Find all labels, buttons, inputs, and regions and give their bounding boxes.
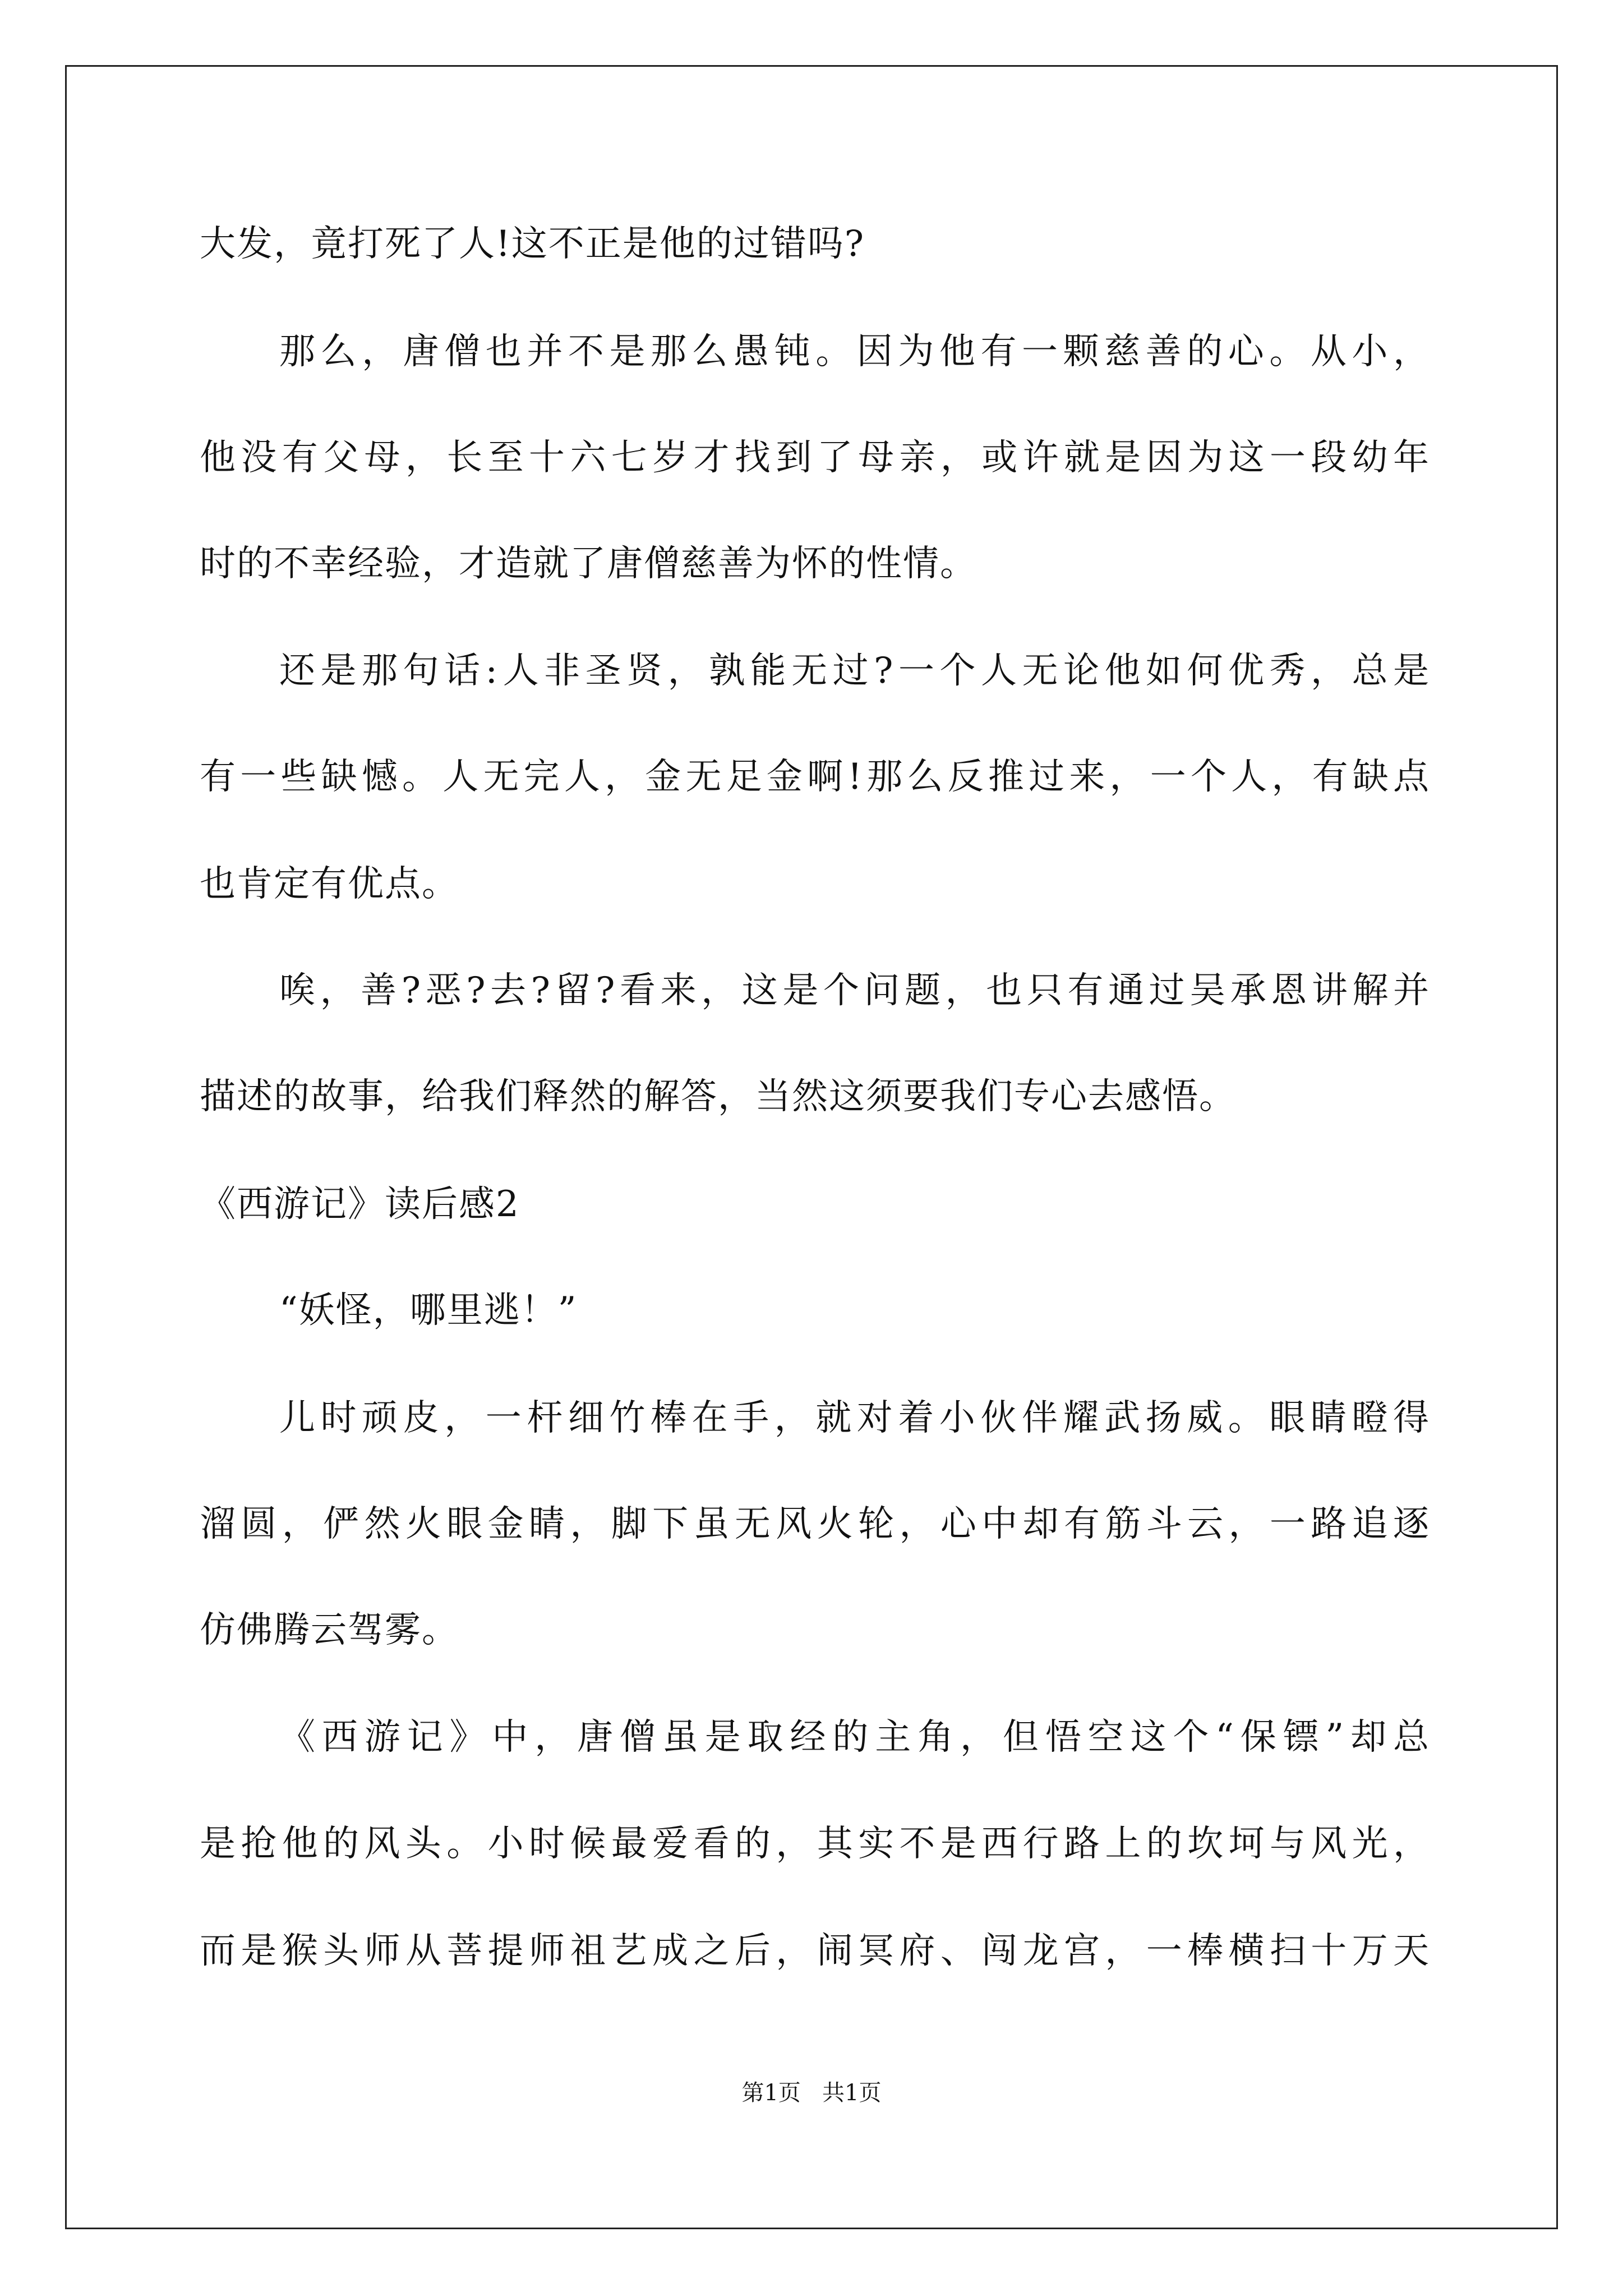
text-line: 溜圆，俨然火眼金睛，脚下虽无风火轮，心中却有筋斗云，一路追逐	[200, 1503, 1430, 1545]
text-line: 是抢他的风头。小时候最爱看的，其实不是西行路上的坎坷与风光，	[200, 1823, 1430, 1865]
paragraph-first-line: 那么，唐僧也并不是那么愚钝。因为他有一颗慈善的心。从小，	[279, 331, 1430, 372]
paragraph-first-line: 儿时顽皮，一杆细竹棒在手，就对着小伙伴耀武扬威。眼睛瞪得	[279, 1397, 1430, 1439]
page-footer: 第1页 共1页	[741, 2080, 882, 2106]
text-line: 描述的故事，给我们释然的解答，当然这须要我们专心去感悟。	[200, 1076, 1236, 1117]
text-line: 大发，竟打死了人!这不正是他的过错吗?	[200, 223, 865, 265]
text-line: 有一些缺憾。人无完人，金无足金啊!那么反推过来，一个人，有缺点	[200, 756, 1430, 798]
page-border	[65, 65, 1558, 2229]
text-line: 他没有父母，长至十六七岁才找到了母亲，或许就是因为这一段幼年	[200, 437, 1430, 478]
text-line: 而是猴头师从菩提师祖艺成之后，闹冥府、闯龙宫，一棒横扫十万天	[200, 1930, 1430, 1972]
paragraph-first-line: 还是那句话:人非圣贤，孰能无过?一个人无论他如何优秀，总是	[279, 650, 1430, 692]
section-title: 《西游记》读后感2	[200, 1184, 520, 1225]
text-line: 也肯定有优点。	[200, 863, 459, 905]
text-line: 时的不幸经验，才造就了唐僧慈善为怀的性情。	[200, 543, 977, 585]
paragraph-first-line: “妖怪，哪里逃！”	[279, 1290, 578, 1331]
paragraph-first-line: 《西游记》中，唐僧虽是取经的主角，但悟空这个“保镖”却总	[279, 1717, 1430, 1758]
paragraph-first-line: 唉，善?恶?去?留?看来，这是个问题，也只有通过吴承恩讲解并	[279, 970, 1430, 1011]
text-line: 仿佛腾云驾雾。	[200, 1609, 459, 1651]
